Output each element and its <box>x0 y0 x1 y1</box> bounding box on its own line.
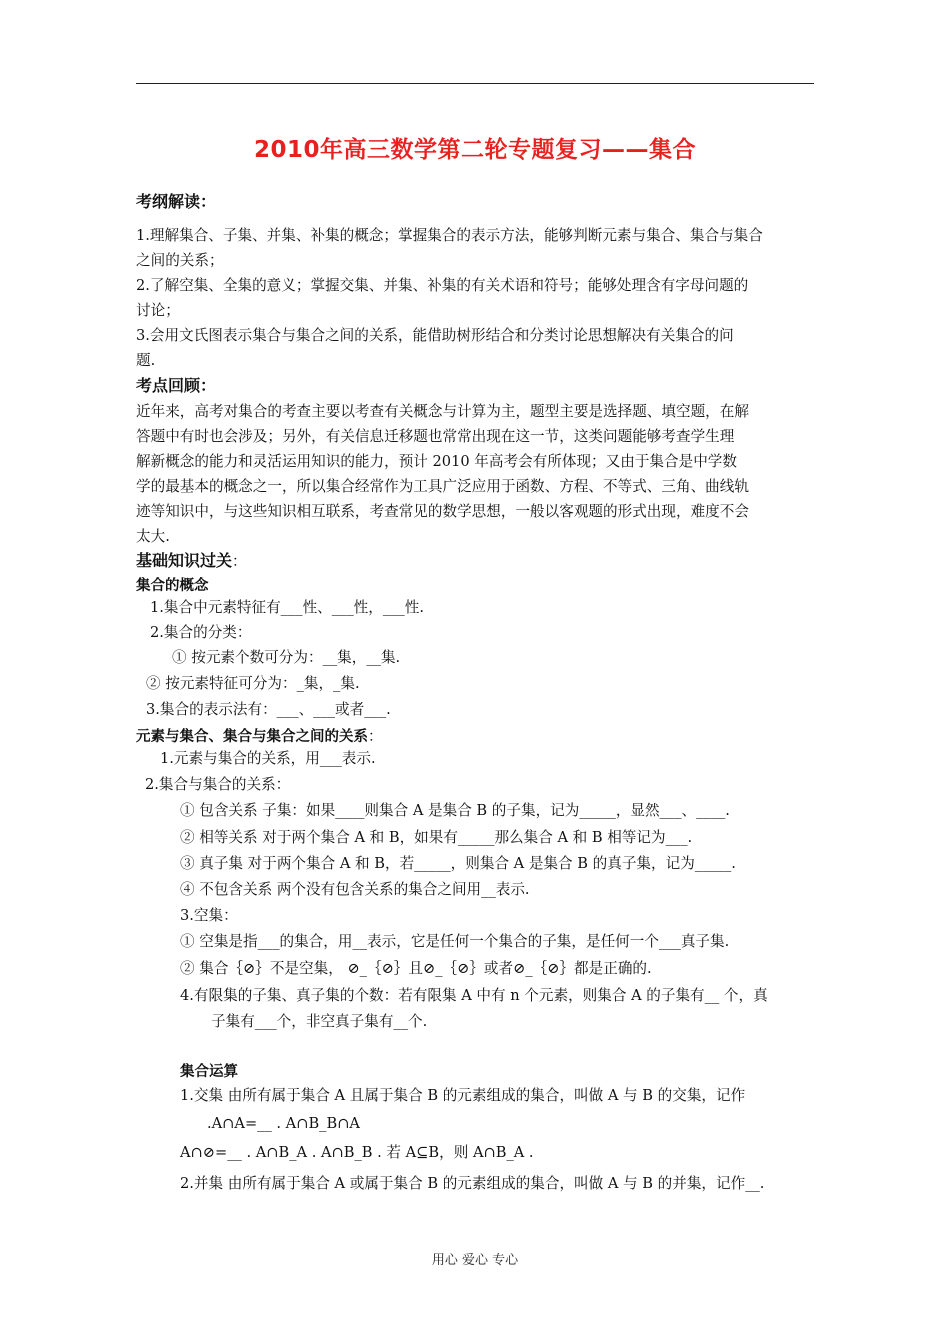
review-line: 解新概念的能力和灵活运用知识的能力，预计 2010 年高考会有所体现；又由于集合是中学数 <box>136 453 737 470</box>
review-line: 迹等知识中，与这些知识相互联系，考查常见的数学思想，一般以客观题的形式出现，难度不会 <box>136 503 749 520</box>
relation-line: ② 集合｛⊘｝不是空集， ⊘_｛⊘｝且⊘_｛⊘｝或者⊘_｛⊘｝都是正确的. <box>180 960 652 977</box>
concept-line: 3.集合的表示法有：___、___或者___. <box>146 701 391 718</box>
relation-line: 3.空集： <box>180 907 238 924</box>
outline-line: 3.会用文氏图表示集合与集合之间的关系，能借助树形结合和分类讨论思想解决有关集合的问 <box>136 327 734 344</box>
relation-heading-text: 元素与集合、集合与集合之间的关系 <box>136 729 368 745</box>
relation-heading <box>136 726 383 747</box>
relation-line: ① 包含关系 子集：如果____则集合 A 是集合 B 的子集，记为_____，显然___、____. <box>180 802 730 819</box>
concept-line: ① 按元素个数可分为：__集，__集. <box>172 649 401 666</box>
review-line: 太大. <box>136 528 170 545</box>
ops-line: .A∩A=__ . A∩B_B∩A <box>207 1115 360 1132</box>
basics-heading-colon: ： <box>232 553 247 570</box>
outline-heading: 考纲解读： <box>136 192 217 211</box>
basics-heading <box>136 551 247 572</box>
concept-line: 1.集合中元素特征有___性、___性，___性. <box>150 599 424 616</box>
outline-line: 1.理解集合、子集、并集、补集的概念；掌握集合的表示方法，能够判断元素与集合、集合与集合 <box>136 227 763 244</box>
relation-line: 2.集合与集合的关系： <box>145 776 291 793</box>
relation-line: ① 空集是指___的集合，用__表示，它是任何一个集合的子集，是任何一个___真子集. <box>180 933 730 950</box>
ops-heading: 集合运算 <box>180 1064 238 1080</box>
header-rule <box>136 83 814 84</box>
relation-heading-colon: ： <box>368 728 383 745</box>
relation-line: 4.有限集的子集、真子集的个数：若有限集 A 中有 n 个元素，则集合 A 的子集有__ 个，真 <box>180 987 768 1004</box>
outline-line: 题. <box>136 352 156 369</box>
basics-heading-text: 基础知识过关 <box>136 551 233 570</box>
ops-line: A∩⊘=__ . A∩B_A . A∩B_B . 若 A⊆B，则 A∩B_A . <box>180 1144 534 1161</box>
ops-line: 1.交集 由所有属于集合 A 且属于集合 B 的元素组成的集合，叫做 A 与 B 的交集，记作 <box>180 1087 746 1104</box>
ops-line: 2.并集 由所有属于集合 A 或属于集合 B 的元素组成的集合，叫做 A 与 B 的并集，记作__. <box>180 1175 765 1192</box>
review-heading: 考点回顾： <box>136 376 217 395</box>
relation-line: ③ 真子集 对于两个集合 A 和 B，若_____，则集合 A 是集合 B 的真子集，记为_____. <box>180 855 736 872</box>
outline-line: 之间的关系； <box>136 252 224 269</box>
review-line: 近年来，高考对集合的考查主要以考查有关概念与计算为主，题型主要是选择题、填空题，在解 <box>136 403 749 420</box>
concept-heading: 集合的概念 <box>136 578 209 594</box>
page-title: 2010年高三数学第二轮专题复习——集合 <box>253 137 696 163</box>
relation-line: 子集有___个，非空真子集有__个. <box>211 1013 428 1030</box>
relation-line: ② 相等关系 对于两个集合 A 和 B，如果有_____那么集合 A 和 B 相等记为___. <box>180 829 693 846</box>
relation-line: ④ 不包含关系 两个没有包含关系的集合之间用__表示. <box>180 881 530 898</box>
review-line: 学的最基本的概念之一，所以集合经常作为工具广泛应用于函数、方程、不等式、三角、曲线轨 <box>136 478 749 495</box>
concept-line: ② 按元素特征可分为：_集，_集. <box>146 675 360 692</box>
page-footer: 用心 爱心 专心 <box>431 1253 519 1268</box>
outline-line: 2.了解空集、全集的意义；掌握交集、并集、补集的有关术语和符号；能够处理含有字母问题的 <box>136 277 749 294</box>
concept-line: 2.集合的分类： <box>150 624 252 641</box>
review-line: 答题中有时也会涉及；另外，有关信息迁移题也常常出现在这一节，这类问题能够考查学生理 <box>136 428 735 445</box>
outline-line: 讨论； <box>136 302 180 319</box>
relation-line: 1.元素与集合的关系，用___表示. <box>160 750 376 767</box>
